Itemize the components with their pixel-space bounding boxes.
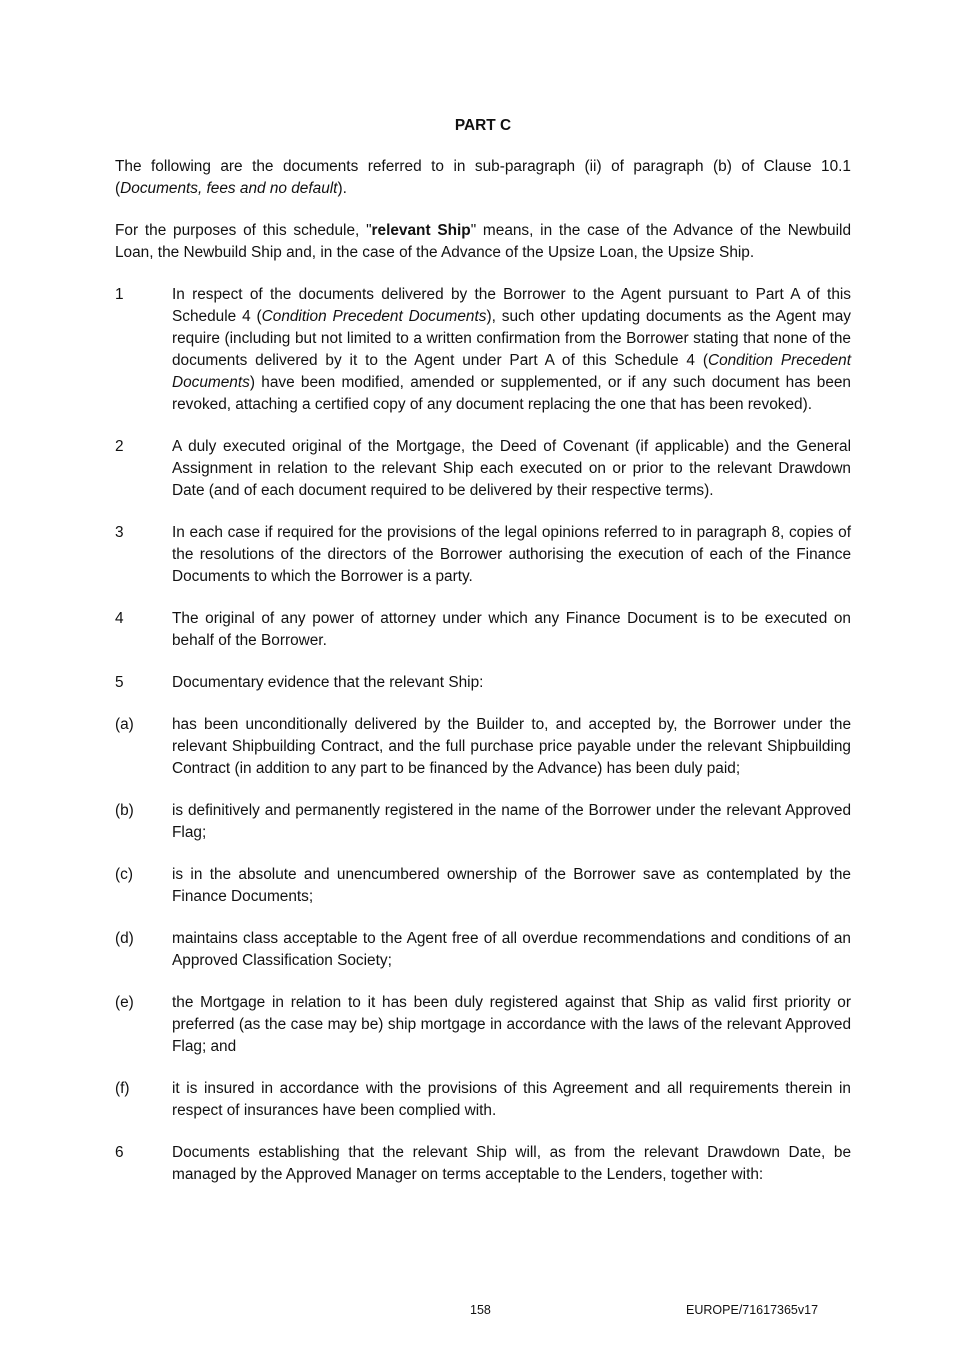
item-1-text-a: In respect of the documents delivered by the Borrower to the Agent pursuant to Part A of this Schedule 4 ( <box>172 286 851 325</box>
list-item-5f <box>115 1078 851 1122</box>
item-text: The original of any power of attorney under which any Finance Document is to be executed on behalf of the Borrower. <box>172 610 851 649</box>
item-number: (c) <box>115 866 133 883</box>
intro-1-italic: Documents, fees and no default <box>120 180 338 197</box>
document-reference: EUROPE/71617365v17 <box>686 1303 819 1317</box>
section-title: PART C <box>454 117 512 134</box>
item-text <box>172 284 851 416</box>
item-text: Documentary evidence that the relevant Ship: <box>172 674 484 691</box>
defined-term: relevant Ship <box>371 222 471 239</box>
intro-2-text-a: For the purposes of this schedule, " <box>115 222 372 239</box>
item-1-italic-1: Condition Precedent Documents <box>261 308 487 325</box>
list-item-4 <box>115 608 851 652</box>
item-number: 6 <box>115 1144 124 1161</box>
item-text: In each case if required for the provisions of the legal opinions referred to in paragraph 8, copies of the resolutions of the directors of the Borrower authorising the execution of each of the Finance Documents to which the Borrower is a party. <box>172 524 851 585</box>
item-number: 5 <box>115 674 124 691</box>
item-text: maintains class acceptable to the Agent free of all overdue recommendations and conditions of an Approved Classification Society; <box>172 930 851 969</box>
list-item-5e <box>115 992 851 1058</box>
list-item-3 <box>115 522 851 588</box>
item-number: (e) <box>115 994 134 1011</box>
list-item-5c <box>115 864 851 908</box>
item-text: the Mortgage in relation to it has been duly registered against that Ship as valid first priority or preferred (as the case may be) ship mortgage in accordance with the laws of the relevant Approved Flag; and <box>172 994 851 1055</box>
item-number: (f) <box>115 1080 130 1097</box>
item-1-italic-2: Condition Precedent Documents <box>172 352 851 391</box>
list-item-2 <box>115 436 851 502</box>
list-item-5d <box>115 928 851 972</box>
item-number: (d) <box>115 930 134 947</box>
item-number: (a) <box>115 716 134 733</box>
intro-paragraph-1 <box>115 156 851 200</box>
intro-1-text-b: ). <box>337 180 347 197</box>
item-text: has been unconditionally delivered by the Builder to, and accepted by, the Borrower under the relevant Shipbuilding Contract, and the full purchase price payable under the relevant Shipbuilding Contract (in addition to any part to be financed by the Advance) has been duly paid; <box>172 716 851 777</box>
list-item-5a <box>115 714 851 780</box>
item-text: is definitively and permanently registered in the name of the Borrower under the relevant Approved Flag; <box>172 802 851 841</box>
item-number: 2 <box>115 438 124 455</box>
page-number: 158 <box>470 1303 491 1317</box>
item-text: it is insured in accordance with the provisions of this Agreement and all requirements therein in respect of insurances have been complied with. <box>172 1080 851 1119</box>
intro-paragraph-2 <box>115 220 851 264</box>
item-text: Documents establishing that the relevant Ship will, as from the relevant Drawdown Date, be managed by the Approved Manager on terms acceptable to the Lenders, together with: <box>172 1144 851 1183</box>
item-1-text-b: ), such other updating documents as the Agent may require (including but not limited to a written confirmation from the Borrower stating that none of the documents delivered by it to the Agent under Part A of this Schedule 4 ( <box>172 308 851 369</box>
item-number: 3 <box>115 524 124 541</box>
item-text: is in the absolute and unencumbered ownership of the Borrower save as contemplated by the Finance Documents; <box>172 866 851 905</box>
intro-1-text-a: The following are the documents referred to in sub-paragraph (ii) of paragraph (b) of Clause 10.1 ( <box>115 158 851 197</box>
item-number: 1 <box>115 286 124 303</box>
item-1-text-c: ) have been modified, amended or supplemented, or if any such document has been revoked, attaching a certified copy of any document replacing the one that has been revoked). <box>172 374 851 413</box>
list-item-1 <box>115 284 851 416</box>
item-text: A duly executed original of the Mortgage, the Deed of Covenant (if applicable) and the General Assignment in relation to the relevant Ship each executed on or prior to the relevant Drawdown Date (and of each document required to be delivered by their respective terms). <box>172 438 851 499</box>
list-item-5b <box>115 800 851 844</box>
item-number: (b) <box>115 802 134 819</box>
document-page <box>115 114 851 1206</box>
item-number: 4 <box>115 610 124 627</box>
list-item-6 <box>115 1142 851 1186</box>
intro-2-text-b: " means, in the case of the Advance of the Newbuild Loan, the Newbuild Ship and, in the case of the Advance of the Upsize Loan, the Upsize Ship. <box>115 222 852 261</box>
list-item-5 <box>115 672 851 694</box>
